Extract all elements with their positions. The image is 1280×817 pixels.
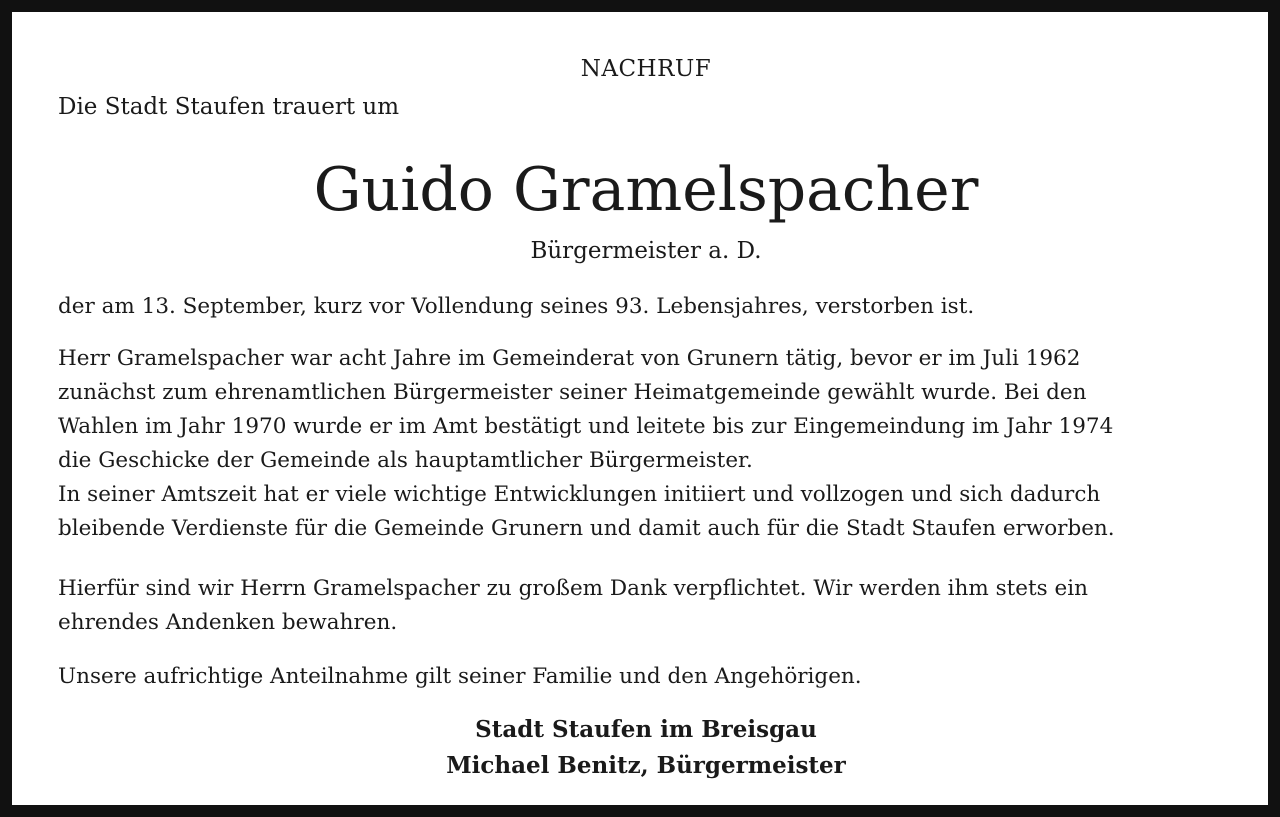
text-line: Herr Gramelspacher war acht Jahre im Gemeinderat von Grunern tätig, bevor er im Juli 1962 (58, 346, 1081, 371)
paragraph-gratitude (58, 572, 1248, 640)
notice-header: NACHRUF (580, 56, 712, 82)
deceased-name: Guido Gramelspacher (313, 155, 979, 225)
text-line: Unsere aufrichtige Anteilnahme gilt seiner Familie und den Angehörigen. (58, 664, 862, 689)
text-line: Wahlen im Jahr 1970 wurde er im Amt bestätigt und leitete bis zur Eingemeindung im Jahr 1974 (58, 414, 1114, 439)
paragraph-career (58, 342, 1248, 546)
paragraph-condolence (58, 660, 1248, 694)
text-line: die Geschicke der Gemeinde als hauptamtlicher Bürgermeister. (58, 448, 753, 473)
text-line: zunächst zum ehrenamtlichen Bürgermeister seiner Heimatgemeinde gewählt wurde. Bei den (58, 380, 1087, 405)
intro-line: Die Stadt Staufen trauert um (58, 94, 400, 120)
text-line: ehrendes Andenken bewahren. (58, 610, 398, 635)
signature-person: Michael Benitz, Bürgermeister (446, 752, 846, 779)
text-line: bleibende Verdienste für die Gemeinde Grunern und damit auch für die Stadt Staufen erworben. (58, 516, 1115, 541)
text-line: In seiner Amtszeit hat er viele wichtige Entwicklungen initiiert und vollzogen und sich dadurch (58, 482, 1101, 507)
paragraph-death-notice (58, 290, 1248, 324)
text-line: der am 13. September, kurz vor Vollendung seines 93. Lebensjahres, verstorben ist. (58, 294, 975, 319)
signature-organization: Stadt Staufen im Breisgau (475, 716, 817, 743)
text-line: Hierfür sind wir Herrn Gramelspacher zu großem Dank verpflichtet. Wir werden ihm stets ein (58, 576, 1088, 601)
deceased-title: Bürgermeister a. D. (530, 238, 762, 264)
